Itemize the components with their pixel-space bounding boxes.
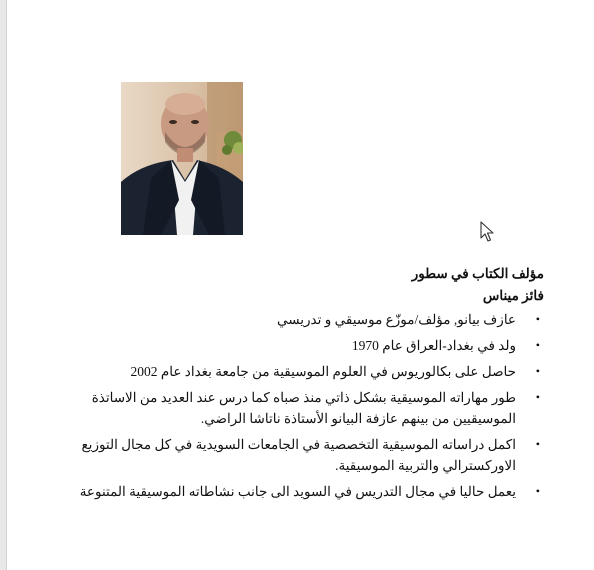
bullet-icon: • — [535, 390, 540, 404]
bullet-icon: • — [535, 437, 540, 451]
author-photo — [121, 82, 243, 235]
bio-heading: مؤلف الكتاب في سطور — [411, 266, 544, 281]
list-item-text: طور مهاراته الموسيقية بشكل ذاتي منذ صباه كما درس عند العديد من الاساتذة الموسيقيين من بينهم عازفة البيانو الأستاذة ناتاشا الراضي. — [91, 390, 516, 426]
list-item — [60, 434, 545, 476]
list-item — [60, 387, 545, 429]
list-item-text: اكمل دراساته الموسيقية التخصصية في الجامعات السويدية في كل مجال التوزيع الاوركسترالي والتربية الموسيقية. — [81, 437, 516, 473]
list-item — [60, 481, 545, 502]
list-item — [60, 335, 545, 356]
bullet-icon: • — [535, 484, 540, 498]
page-left-edge — [0, 0, 7, 570]
bullet-icon: • — [535, 364, 540, 378]
author-portrait-icon — [121, 82, 243, 235]
list-item-text: يعمل حاليا في مجال التدريس في السويد الى جانب نشاطاته الموسيقية المتنوعة — [79, 484, 516, 499]
mouse-pointer-icon — [480, 221, 494, 243]
list-item — [60, 309, 545, 330]
list-item-text: عازف بيانو, مؤلف/موزّع موسيقي و تدريسي — [276, 312, 516, 327]
bio-list — [60, 309, 545, 502]
bullet-icon: • — [535, 312, 540, 326]
list-item — [60, 361, 545, 382]
author-name: فائز ميناس — [482, 288, 544, 303]
author-bio — [60, 262, 545, 507]
bullet-icon: • — [535, 338, 540, 352]
list-item-text: ولد في بغداد-العراق عام 1970 — [351, 338, 516, 353]
list-item-text: حاصل على بكالوريوس في العلوم الموسيقية من جامعة بغداد عام 2002 — [130, 364, 516, 379]
